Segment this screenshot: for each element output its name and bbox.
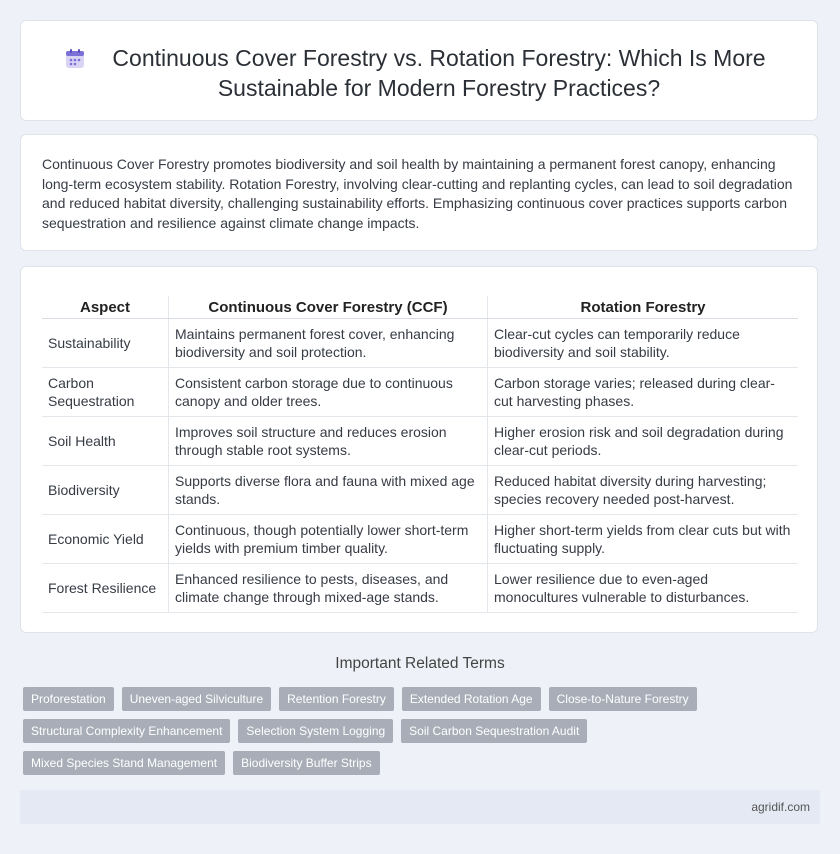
- cell-ccf: Supports diverse flora and fauna with mixed age stands.: [169, 466, 488, 515]
- table-row: [42, 319, 798, 368]
- related-term-tag[interactable]: Proforestation: [23, 687, 114, 711]
- header-ccf: Continuous Cover Forestry (CCF): [169, 296, 488, 319]
- intro-paragraph: Continuous Cover Forestry promotes biodiversity and soil health by maintaining a permanent forest canopy, enhancing long-term ecosystem stability. Rotation Forestry, involving clear-cutting and replanting cycles, can lead to soil degradation and reduced habitat diversity, challenging sustainability efforts. Emphasizing continuous cover practices supports carbon sequestration and resilience against climate change impacts.: [42, 156, 793, 231]
- table-row: [42, 417, 798, 466]
- cell-aspect: Soil Health: [42, 417, 169, 466]
- cell-aspect: Sustainability: [42, 319, 169, 368]
- cell-ccf: Enhanced resilience to pests, diseases, and climate change through mixed-age stands.: [169, 564, 488, 613]
- table-row: [42, 368, 798, 417]
- cell-aspect: Biodiversity: [42, 466, 169, 515]
- comparison-card: [20, 266, 818, 633]
- related-terms-list: [23, 687, 803, 783]
- table-row: [42, 515, 798, 564]
- header-aspect: Aspect: [42, 296, 169, 319]
- cell-rotation: Lower resilience due to even-aged monocultures vulnerable to disturbances.: [488, 564, 799, 613]
- intro-card: [20, 134, 818, 251]
- table-header-row: [42, 296, 798, 319]
- title-card: [20, 20, 818, 121]
- related-term-tag[interactable]: Close-to-Nature Forestry: [549, 687, 697, 711]
- table-row: [42, 466, 798, 515]
- related-term-tag[interactable]: Retention Forestry: [279, 687, 394, 711]
- cell-aspect: Carbon Sequestration: [42, 368, 169, 417]
- footer-bar: [20, 790, 820, 824]
- related-term-tag[interactable]: Mixed Species Stand Management: [23, 751, 225, 775]
- cell-rotation: Higher short-term yields from clear cuts but with fluctuating supply.: [488, 515, 799, 564]
- related-term-tag[interactable]: Uneven-aged Silviculture: [122, 687, 271, 711]
- cell-rotation: Higher erosion risk and soil degradation during clear-cut periods.: [488, 417, 799, 466]
- related-term-tag[interactable]: Soil Carbon Sequestration Audit: [401, 719, 587, 743]
- related-term-tag[interactable]: Structural Complexity Enhancement: [23, 719, 230, 743]
- header-rotation: Rotation Forestry: [488, 296, 799, 319]
- cell-ccf: Consistent carbon storage due to continuous canopy and older trees.: [169, 368, 488, 417]
- page-title: Continuous Cover Forestry vs. Rotation Forestry: Which Is More Sustainable for Modern Forestry Practices?: [112, 45, 766, 101]
- related-term-tag[interactable]: Extended Rotation Age: [402, 687, 541, 711]
- related-term-tag[interactable]: Biodiversity Buffer Strips: [233, 751, 380, 775]
- cell-ccf: Continuous, though potentially lower short-term yields with premium timber quality.: [169, 515, 488, 564]
- related-term-tag[interactable]: Selection System Logging: [238, 719, 393, 743]
- footer-site-link[interactable]: agridif.com: [751, 800, 810, 814]
- comparison-table: [42, 296, 798, 613]
- cell-rotation: Clear-cut cycles can temporarily reduce biodiversity and soil stability.: [488, 319, 799, 368]
- related-terms-heading: Important Related Terms: [335, 655, 505, 672]
- cell-rotation: Carbon storage varies; released during clear-cut harvesting phases.: [488, 368, 799, 417]
- cell-aspect: Economic Yield: [42, 515, 169, 564]
- cell-ccf: Maintains permanent forest cover, enhancing biodiversity and soil protection.: [169, 319, 488, 368]
- table-row: [42, 564, 798, 613]
- cell-rotation: Reduced habitat diversity during harvesting; species recovery needed post-harvest.: [488, 466, 799, 515]
- cell-aspect: Forest Resilience: [42, 564, 169, 613]
- cell-ccf: Improves soil structure and reduces erosion through stable root systems.: [169, 417, 488, 466]
